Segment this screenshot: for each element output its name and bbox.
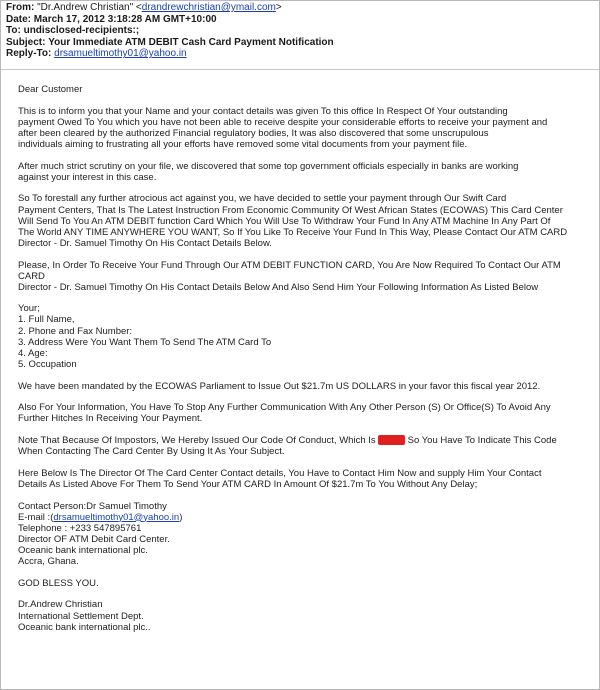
code-line bbox=[18, 435, 592, 446]
text-line: after been cleared by the authorized Financial regulatory bodies, It was also discovered that some unscrupulous bbox=[18, 127, 489, 139]
list-item: 3. Address Were You Want Them To Send The ATM Card To bbox=[18, 336, 272, 348]
contact-city: Accra, Ghana. bbox=[18, 556, 79, 568]
text-line: We have been mandated by the ECOWAS Parliament to Issue Out $21.7m US DOLLARS in your favor this fiscal year 2012. bbox=[18, 380, 541, 392]
from-close: > bbox=[275, 2, 282, 13]
text-line: So To forestall any further atrocious act against you, we have decided to settle your payment through Our Swift Card bbox=[18, 193, 507, 205]
text-line: Here Below Is The Director Of The Card Center Contact details, You Have to Contact Him Now and supply Him Your Contact bbox=[18, 467, 542, 479]
email-suffix: ) bbox=[179, 511, 183, 523]
date-row bbox=[6, 14, 334, 26]
paragraph-7 bbox=[18, 435, 592, 457]
text-line: CARD bbox=[18, 270, 45, 282]
text-line: Details As Listed Above For Them To Send Your ATM CARD In Amount Of $21.7m To You Without Any Delay; bbox=[18, 478, 478, 490]
text-line: The World ANY TIME ANYWHERE YOU WANT, So If You Like To Receive Your Fund In This Way, Please Contact Our ATM CARD bbox=[18, 226, 568, 238]
paragraph-5 bbox=[18, 381, 592, 392]
contact-person: Contact Person:Dr Samuel Timothy bbox=[18, 500, 167, 512]
greeting-text: Dear Customer bbox=[18, 84, 83, 95]
paragraph-2 bbox=[18, 161, 592, 183]
to-label: To: bbox=[6, 25, 21, 37]
signature bbox=[18, 599, 592, 632]
paragraph-1 bbox=[18, 106, 592, 150]
redacted-code: XXXX bbox=[380, 435, 403, 445]
list-item: Your; bbox=[18, 303, 40, 315]
text-line: This is to inform you that your Name and your contact details was given To this office In Respect Of Your outstanding bbox=[18, 105, 508, 117]
header-divider bbox=[1, 69, 599, 70]
text-line: Director - Dr. Samuel Timothy On His Contact Details Below And Also Send Him Your Following Information As Listed Below bbox=[18, 281, 539, 293]
blessing-text: GOD BLESS YOU. bbox=[18, 577, 99, 589]
date-value: March 17, 2012 3:18:28 AM GMT+10:00 bbox=[33, 13, 217, 25]
blessing bbox=[18, 578, 592, 589]
text-line: Payment Centers, That Is The Latest Instruction From Economic Community Of West African States (ECOWAS) This Card Center bbox=[18, 204, 563, 216]
subject-value: Your Immediate ATM DEBIT Cash Card Payment Notification bbox=[48, 36, 334, 48]
list-item: 2. Phone and Fax Number: bbox=[18, 325, 133, 337]
to-value: undisclosed-recipients:; bbox=[23, 25, 140, 37]
info-list bbox=[18, 303, 592, 370]
message-body bbox=[18, 84, 592, 643]
email-header bbox=[6, 2, 334, 60]
from-name: "Dr.Andrew Christian" < bbox=[37, 2, 142, 13]
list-item: 5. Occupation bbox=[18, 358, 77, 370]
signature-dept: International Settlement Dept. bbox=[18, 610, 144, 622]
text-line: Please, In Order To Receive Your Fund Through Our ATM DEBIT FUNCTION CARD, You Are Now Required To Contact Our ATM bbox=[18, 259, 561, 271]
text-line: After much strict scrutiny on your file, we discovered that some top government officials especially in banks are working bbox=[18, 160, 519, 172]
date-label: Date: bbox=[6, 13, 32, 25]
contact-block bbox=[18, 501, 592, 568]
text-line: individuals aiming to frustrating all your efforts have removed some vital documents from your payment file. bbox=[18, 138, 468, 150]
contact-director: Director OF ATM Debit Card Center. bbox=[18, 533, 170, 545]
list-item: 4. Age: bbox=[18, 347, 48, 359]
signature-bank: Oceanic bank international plc.. bbox=[18, 621, 151, 633]
list-item: 1. Full Name, bbox=[18, 314, 75, 326]
paragraph-6 bbox=[18, 402, 592, 424]
contact-email bbox=[18, 512, 592, 523]
text-after-code: So You Have To Indicate This Code bbox=[404, 435, 557, 446]
greeting bbox=[18, 84, 592, 95]
text-before-code: Note That Because Of Impostors, We Hereby Issued Our Code Of Conduct, Which Is bbox=[18, 435, 379, 446]
text-line: Further Hitches In Receiving Your Payment. bbox=[18, 413, 203, 425]
email-prefix: E-mail :( bbox=[18, 511, 54, 523]
subject-label: Subject: bbox=[6, 36, 46, 48]
replyto-email-link[interactable]: drsamueltimothy01@yahoo.in bbox=[54, 48, 187, 60]
to-row bbox=[6, 25, 334, 37]
replyto-row bbox=[6, 48, 334, 60]
from-label: From: bbox=[6, 2, 35, 13]
contact-telephone: Telephone : +233 547895761 bbox=[18, 522, 142, 534]
from-email-link[interactable]: drandrewchristian@ymail.com bbox=[141, 2, 276, 13]
paragraph-3 bbox=[18, 193, 592, 248]
text-line: Also For Your Information, You Have To Stop Any Further Communication With Any Other Person (S) Or Office(S) To Avoid Any bbox=[18, 402, 551, 414]
subject-row bbox=[6, 37, 334, 49]
signature-name: Dr.Andrew Christian bbox=[18, 599, 103, 611]
text-line: When Contacting The Card Center By Using It As Your Subject. bbox=[18, 446, 285, 458]
paragraph-8 bbox=[18, 468, 592, 490]
replyto-label: Reply-To: bbox=[6, 48, 52, 60]
text-line: Director - Dr. Samuel Timothy On His Contact Details Below. bbox=[18, 237, 272, 249]
contact-email-link[interactable]: drsamueltimothy01@yahoo.in bbox=[53, 511, 180, 523]
from-row bbox=[6, 2, 334, 14]
text-line: Will Send To You An ATM DEBIT function Card Which You Will Use To Withdraw Your Fund In Any ATM Machine In Any Part Of bbox=[18, 215, 551, 227]
text-line: payment Owed To You which you have not been able to receive despite your considerable efforts to receive your payment and bbox=[18, 116, 548, 128]
text-line: against your interest in this case. bbox=[18, 171, 157, 183]
paragraph-4 bbox=[18, 260, 592, 293]
contact-bank: Oceanic bank international plc. bbox=[18, 544, 148, 556]
